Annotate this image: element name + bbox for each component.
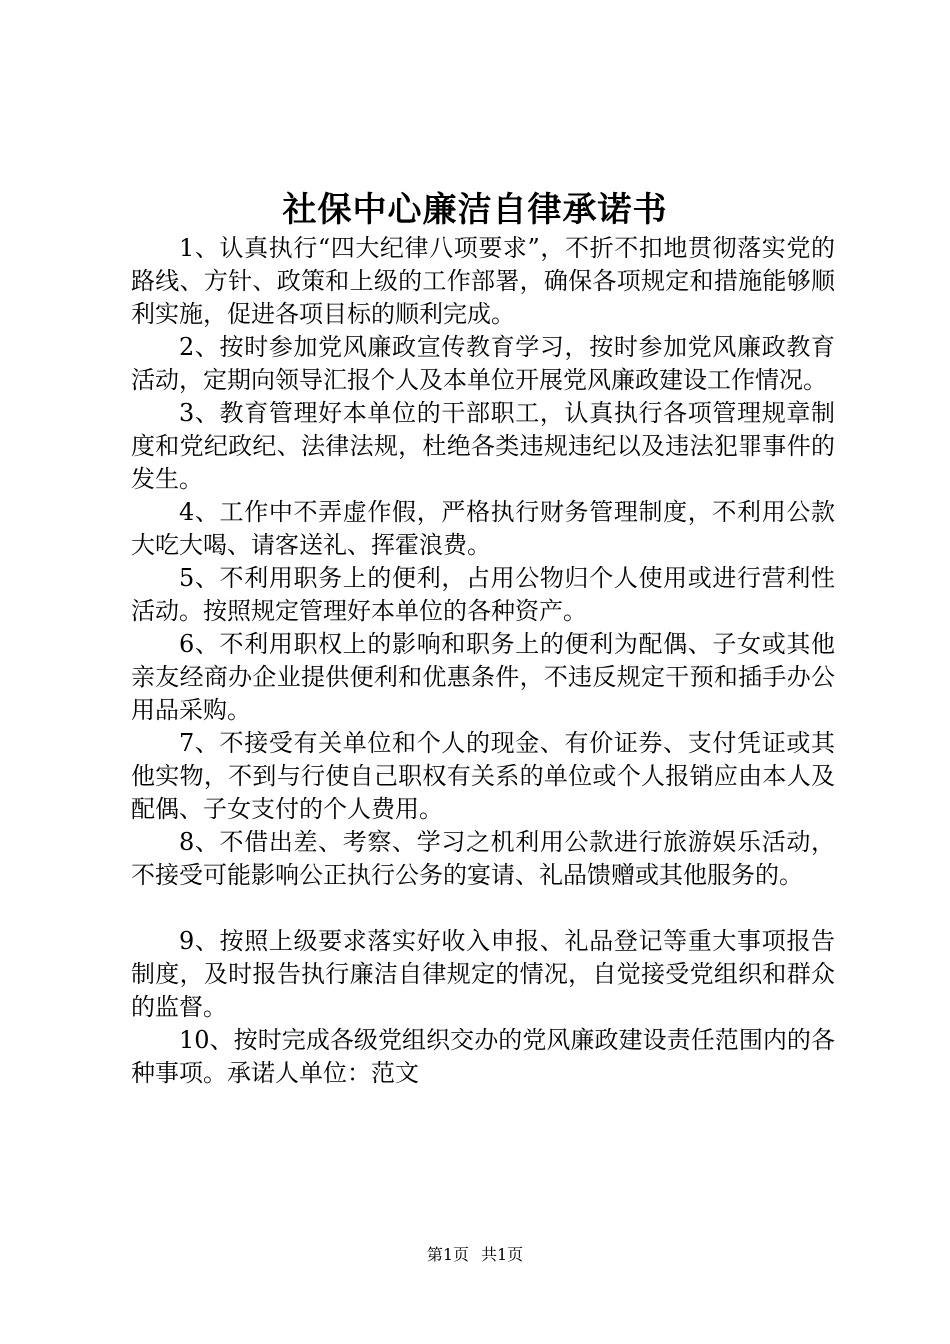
paragraph-item-1: 1、认真执行“四大纪律八项要求”，不折不扣地贯彻落实党的路线、方针、政策和上级的工作部署，确保各项规定和措施能够顺利实施，促进各项目标的顺利完成。 xyxy=(131,234,835,328)
paragraph-item-5: 5、不利用职务上的便利，占用公物归个人使用或进行营利性活动。按照规定管理好本单位的各种资产。 xyxy=(131,564,835,625)
page-number-total: 共1页 xyxy=(481,1245,524,1264)
paragraph-item-10: 10、按时完成各级党组织交办的党风廉政建设责任范围内的各种事项。承诺人单位：范文 xyxy=(131,1026,835,1087)
page-number-current: 第1页 xyxy=(426,1245,469,1264)
document-title: 社保中心廉洁自律承诺书 xyxy=(282,190,668,230)
document-body xyxy=(131,232,835,1090)
paragraph-item-7: 7、不接受有关单位和个人的现金、有价证券、支付凭证或其他实物，不到与行使自己职权有关系的单位或个人报销应由本人及配偶、子女支付的个人费用。 xyxy=(131,729,835,823)
paragraph-item-6: 6、不利用职权上的影响和职务上的便利为配偶、子女或其他亲友经商办企业提供便利和优惠条件，不违反规定干预和插手办公用品采购。 xyxy=(131,630,835,724)
paragraph-item-3: 3、教育管理好本单位的干部职工，认真执行各项管理规章制度和党纪政纪、法律法规，杜绝各类违规违纪以及违法犯罪事件的发生。 xyxy=(131,399,835,493)
paragraph-item-4: 4、工作中不弄虚作假，严格执行财务管理制度，不利用公款大吃大喝、请客送礼、挥霍浪费。 xyxy=(131,498,835,559)
paragraph-item-8: 8、不借出差、考察、学习之机利用公款进行旅游娱乐活动，不接受可能影响公正执行公务的宴请、礼品馈赠或其他服务的。 xyxy=(131,828,835,889)
paragraph-item-2: 2、按时参加党风廉政宣传教育学习，按时参加党风廉政教育活动，定期向领导汇报个人及本单位开展党风廉政建设工作情况。 xyxy=(131,333,835,394)
page-footer xyxy=(0,1244,950,1266)
paragraph-item-9: 9、按照上级要求落实好收入申报、礼品登记等重大事项报告制度，及时报告执行廉洁自律规定的情况，自觉接受党组织和群众的监督。 xyxy=(131,927,835,1021)
